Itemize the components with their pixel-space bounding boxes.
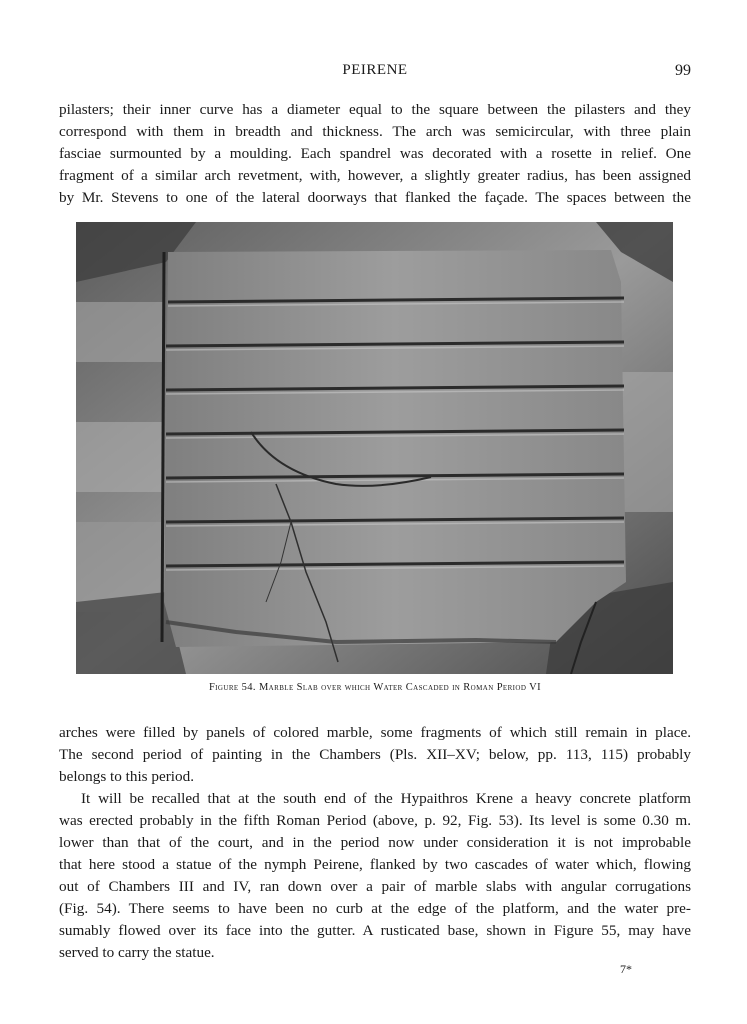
paragraph-top [59, 99, 691, 209]
text-line: sumably flowed over its face into the gutter. A rusticated base, shown in Figure 55, may have [59, 922, 691, 939]
text-line: was erected probably in the fifth Roman Period (above, p. 92, Fig. 53). Its level is some 0.30 m. [59, 812, 691, 829]
text-line: arches were filled by panels of colored marble, some fragments of which still remain in place. [59, 724, 691, 741]
text-line: It will be recalled that at the south end of the Hypaithros Krene a heavy concrete platform [81, 790, 691, 807]
text-line: The second period of painting in the Chambers (Pls. XII–XV; below, pp. 113, 115) probably [59, 746, 691, 763]
text-line: fragment of a similar arch revetment, with, however, a slightly greater radius, has been assigned [59, 167, 691, 184]
text-line: belongs to this period. [59, 768, 194, 785]
text-line: correspond with them in breadth and thickness. The arch was semicircular, with three plain [59, 123, 691, 140]
marble-slab-photo [76, 222, 673, 674]
text-line: by Mr. Stevens to one of the lateral doorways that flanked the façade. The spaces between the [59, 189, 691, 206]
text-line: served to carry the statue. [59, 944, 215, 961]
running-title: PEIRENE [342, 62, 408, 78]
text-line: out of Chambers III and IV, ran down over a pair of marble slabs with angular corrugations [59, 878, 691, 895]
text-line: fasciae surmounted by a moulding. Each spandrel was decorated with a rosette in relief. One [59, 145, 691, 162]
page-number: 99 [675, 62, 691, 79]
caption-text: Figure 54. Marble Slab over which Water Cascaded in Roman Period VI [208, 682, 542, 693]
text-line: lower than that of the court, and in the period now under consideration it is not improbable [59, 834, 691, 851]
text-line: (Fig. 54). There seems to have been no curb at the edge of the platform, and the water pre- [59, 900, 691, 917]
signature-mark: 7* [620, 962, 632, 976]
paragraph-mid [59, 722, 691, 788]
running-header [59, 62, 691, 84]
figure-54-photograph [76, 222, 673, 674]
text-line: pilasters; their inner curve has a diameter equal to the square between the pilasters and they [59, 101, 691, 118]
paragraph-bottom [59, 788, 691, 964]
text-line: that here stood a statue of the nymph Peirene, flanked by two cascades of water which, flowing [59, 856, 691, 873]
figure-caption [59, 682, 691, 693]
